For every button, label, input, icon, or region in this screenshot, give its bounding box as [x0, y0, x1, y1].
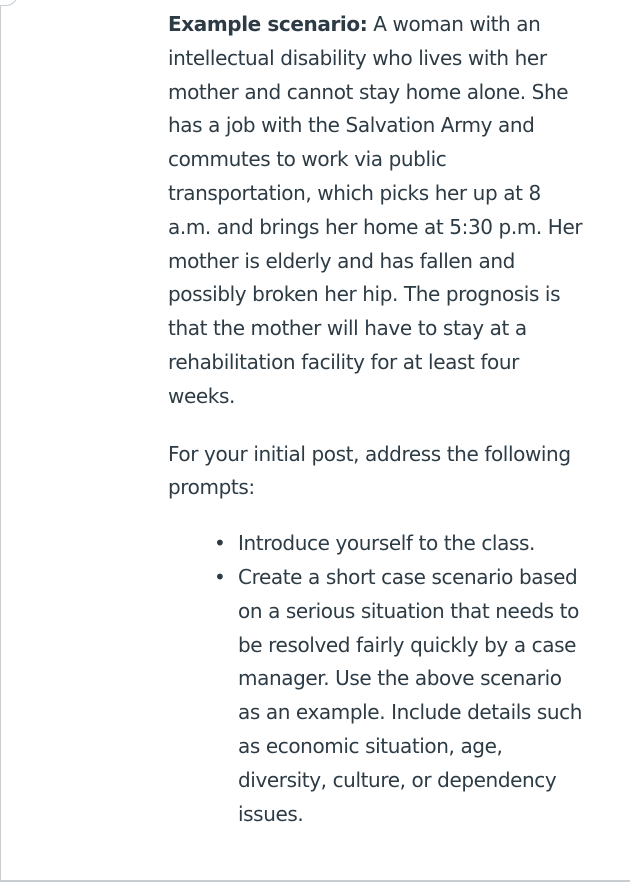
prompt-item-case-scenario	[168, 561, 588, 831]
page-left-border	[0, 0, 1, 882]
example-scenario-text: A woman with an intellectual disability who lives with her mother and cannot stay home alone. She has a job with the Salvation Army and commutes to work via public transportation, which picks her up at 8 a.m. and brings her home at 5:30 p.m. Her mother is elderly and has fallen and possibly broken her hip. The prognosis is that the mother will have to stay at a rehabilitation facility for at least four weeks.	[168, 12, 583, 408]
example-scenario-paragraph	[168, 8, 588, 414]
bullet-icon: •	[214, 531, 226, 556]
bullet-icon: •	[214, 564, 226, 589]
example-scenario-label: Example scenario:	[168, 12, 368, 36]
prompt-list	[168, 527, 588, 831]
prompt-intro: For your initial post, address the following prompts:	[168, 441, 571, 500]
page-corner	[0, 0, 18, 6]
prompt-item-introduce	[168, 527, 588, 561]
prompt-text: Create a short case scenario based on a serious situation that needs to be resolved fairly quickly by a case manager. Use the above scenario as an example. Include details such as economic situation, age, diversity, culture, or dependency issues.	[238, 564, 583, 826]
prompt-text: Introduce yourself to the class.	[238, 531, 535, 556]
discussion-prompt-content	[168, 8, 588, 831]
